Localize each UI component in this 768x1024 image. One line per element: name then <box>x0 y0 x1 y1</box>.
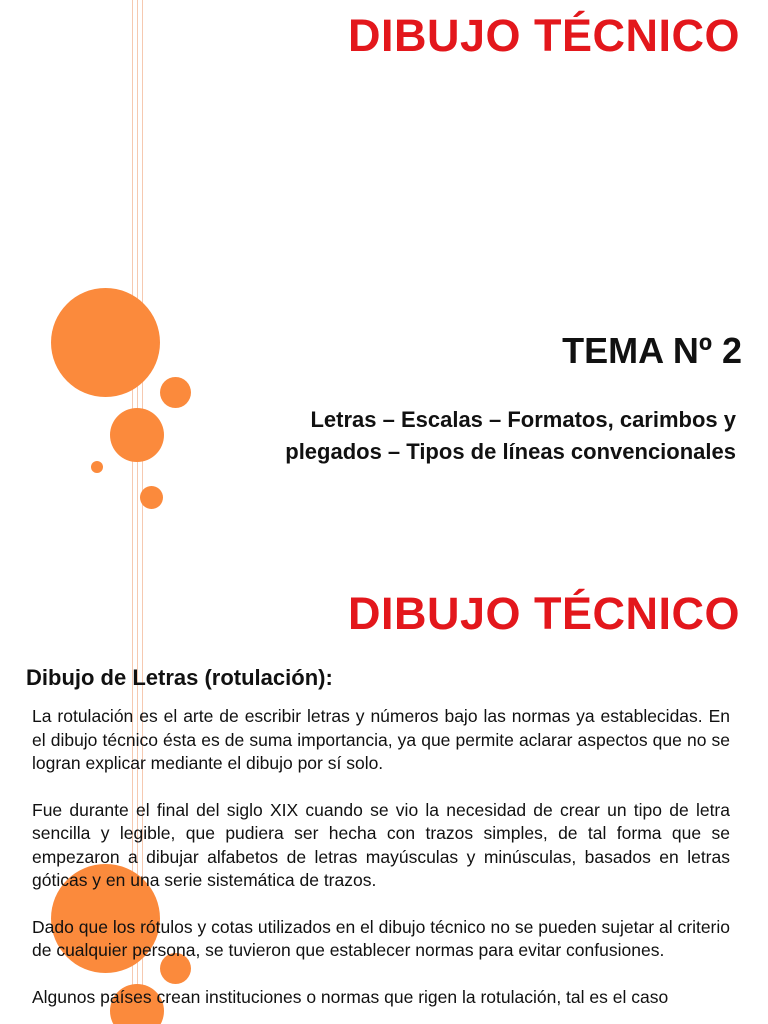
paragraph: Dado que los rótulos y cotas utilizados en el dibujo técnico no se pueden sujetar al criterio de cualquier persona, se tuvieron que establecer normas para evitar confusiones. <box>32 916 730 960</box>
paragraph: La rotulación es el arte de escribir letras y números bajo las normas ya establecidas. En el dibujo técnico ésta es de suma importancia, ya que permite aclarar aspectos que no se logran explicar mediante el dibujo por sí solo. <box>32 706 730 773</box>
slide-title: DIBUJO TÉCNICO <box>347 588 740 639</box>
decorative-circle <box>110 408 164 462</box>
paragraph: Fue durante el final del siglo XIX cuando se vio la necesidad de crear un tipo de letra sencilla y legible, que pudiera ser hecha con trazos simples, de tal forma que se empezaron a dibujar alfabetos de letras mayúsculas y minúsculas, basados en letras góticas y en una serie sistemática de trazos. <box>32 799 730 890</box>
decorative-line <box>137 0 138 566</box>
section-heading: Dibujo de Letras (rotulación): <box>26 665 333 690</box>
decorative-circle <box>91 461 103 473</box>
decorative-circle <box>51 288 160 397</box>
body-text <box>32 705 730 1024</box>
decorative-circle <box>160 377 191 408</box>
topic-subtitle: Letras – Escalas – Formatos, carimbos y plegados – Tipos de líneas convencionales <box>285 407 736 464</box>
slide-title: DIBUJO TÉCNICO <box>347 10 740 61</box>
decorative-circle <box>140 486 163 509</box>
decorative-line <box>142 0 143 566</box>
content-slide <box>0 566 768 1024</box>
decorative-line <box>132 0 133 566</box>
topic-number: TEMA Nº 2 <box>562 330 742 371</box>
paragraph: Algunos países crean instituciones o normas que rigen la rotulación, tal es el caso <box>32 986 669 1007</box>
